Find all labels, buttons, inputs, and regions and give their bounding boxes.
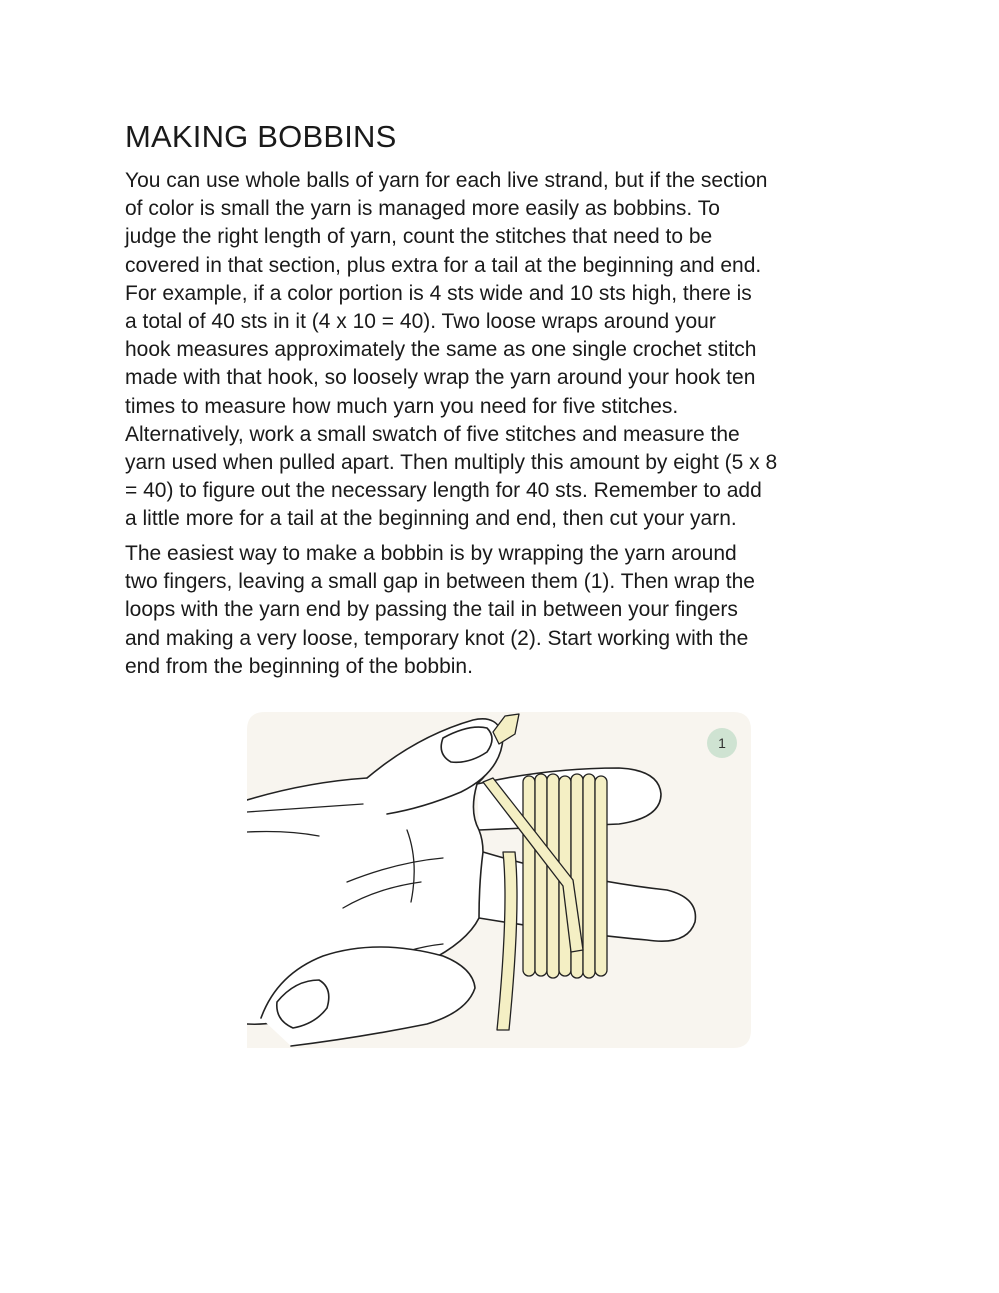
text-line: made with that hook, so loosely wrap the yarn around your hook ten xyxy=(125,366,756,390)
page-title: MAKING BOBBINS xyxy=(125,119,397,154)
body-paragraph-2 xyxy=(125,540,900,681)
text-line: times to measure how much yarn you need for five stitches. xyxy=(125,394,679,418)
text-line: and making a very loose, temporary knot (2). Start working with the xyxy=(125,626,749,650)
text-line: = 40) to figure out the necessary length for 40 sts. Remember to add xyxy=(125,479,762,503)
text-line: covered in that section, plus extra for a tail at the beginning and end. xyxy=(125,253,762,277)
text-line: end from the beginning of the bobbin. xyxy=(125,654,473,678)
text-line: hook measures approximately the same as one single crochet stitch xyxy=(125,338,757,362)
text-line: a little more for a tail at the beginning and end, then cut your yarn. xyxy=(125,507,737,531)
text-line: loops with the yarn end by passing the tail in between your fingers xyxy=(125,598,738,622)
text-line: judge the right length of yarn, count the stitches that need to be xyxy=(125,225,713,249)
text-line: You can use whole balls of yarn for each live strand, but if the section xyxy=(125,169,768,192)
text-line: The easiest way to make a bobbin is by wrapping the yarn around xyxy=(125,542,737,565)
step-number: 1 xyxy=(718,735,726,751)
text-line: Alternatively, work a small swatch of five stitches and measure the xyxy=(125,422,740,446)
bobbin-wrapping-illustration xyxy=(247,712,751,1048)
text-line: For example, if a color portion is 4 sts wide and 10 sts high, there is xyxy=(125,281,752,305)
body-paragraph-1 xyxy=(125,167,900,534)
text-line: yarn used when pulled apart. Then multiply this amount by eight (5 x 8 xyxy=(125,451,778,475)
text-line: of color is small the yarn is managed more easily as bobbins. To xyxy=(125,197,720,221)
text-line: two fingers, leaving a small gap in between them (1). Then wrap the xyxy=(125,570,755,594)
text-line: a total of 40 sts in it (4 x 10 = 40). Two loose wraps around your xyxy=(125,310,716,334)
